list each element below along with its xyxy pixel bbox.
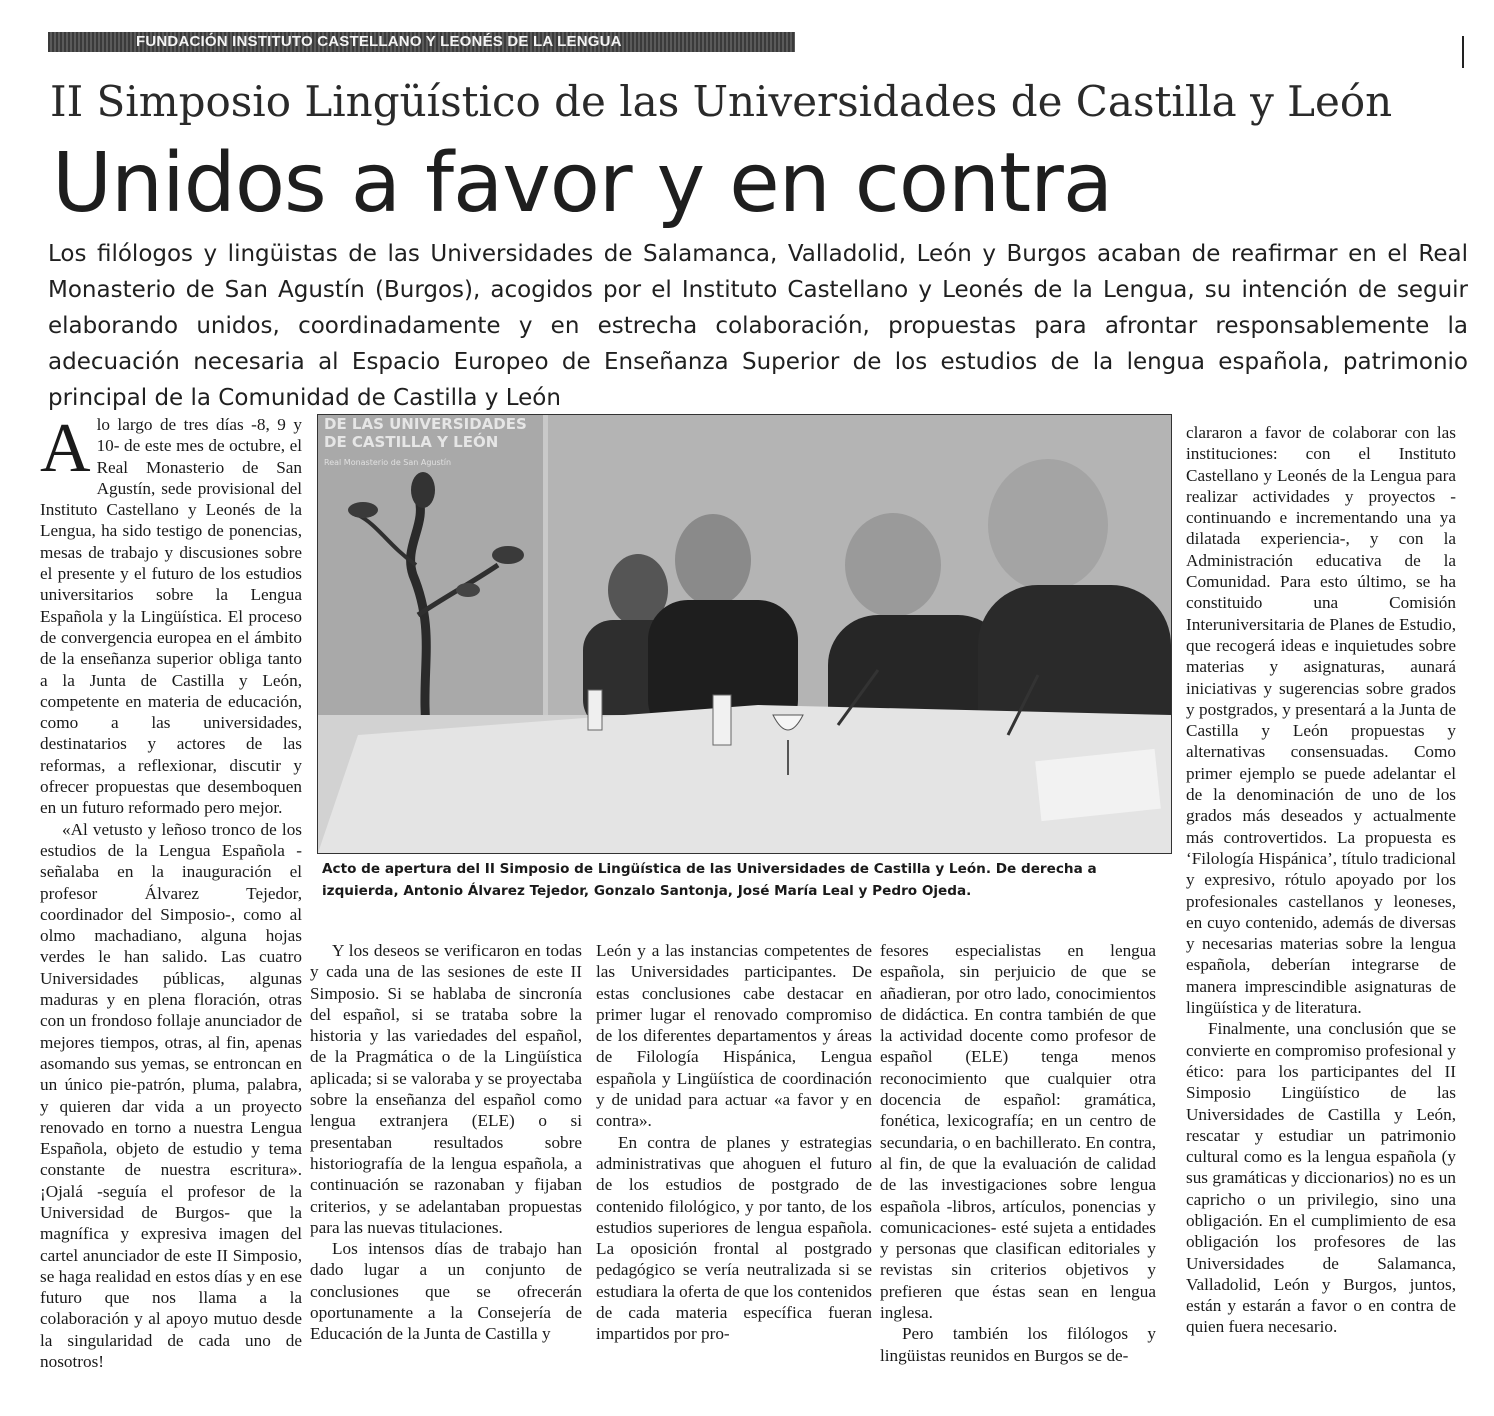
body-column-5 xyxy=(1186,422,1456,1412)
article-headline: Unidos a favor y en contra xyxy=(52,136,1113,231)
article-supertitle: II Simposio Lingüístico de las Universidades de Castilla y León xyxy=(50,77,1393,126)
section-kicker: FUNDACIÓN INSTITUTO CASTELLANO Y LEONÉS DE LA LENGUA xyxy=(48,32,795,52)
body-column-1 xyxy=(40,410,302,1404)
photo-caption: Acto de apertura del II Simposio de Lingüística de las Universidades de Castilla y León. De derecha a izquierda, Antonio Álvarez Tejedor, Gonzalo Santonja, José María Leal y Pedro Ojeda. xyxy=(322,861,1097,899)
poster-line-1: DE LAS UNIVERSIDADES xyxy=(324,415,527,433)
body-column-2 xyxy=(310,940,582,1410)
body-paragraph: León y a las instancias competentes de las Universidades participantes. De estas conclusiones cabe destacar en primer lugar el renovado compromiso de los diferentes departamentos y áreas de Filología Hispánica, Lengua española y Lingüística de coordinación y de unidad para actuar «a favor y en contra». xyxy=(596,941,872,1131)
conference-photo xyxy=(317,414,1172,854)
article-lede: Los filólogos y lingüistas de las Universidades de Salamanca, Valladolid, León y Burgos acaban de reafirmar en el Real Monasterio de San Agustín (Burgos), acogidos por el Instituto Castellano y Leonés de la Lengua, su intención de seguir elaborando unidos, coordinadamente y en estrecha colaboración, propuestas para afrontar responsablemente la adecuación necesaria al Espacio Europeo de Enseñanza Superior de los estudios de la lengua española, patrimonio principal de la Comunidad de Castilla y León xyxy=(48,241,1468,411)
photo-illustration xyxy=(318,415,1171,853)
body-paragraph: Pero también los filólogos y lingüistas reunidos en Burgos se de- xyxy=(880,1324,1156,1365)
body-paragraph: clararon a favor de colaborar con las instituciones: con el Instituto Castellano y Leonés de la Lengua para realizar actividades y proyectos -continuando e incrementando una ya dilatada experiencia-, y con la Administración educativa de la Comunidad. Para esto último, se ha constituido una Comisión Interuniversitaria de Planes de Estudio, que recogerá ideas e inquietudes sobre materias y asignaturas, aunará iniciativas y sugerencias sobre grados y postgrados, y presentará a la Junta de Castilla y León propuestas y alternativas consensuadas. Como primer ejemplo se puede adelantar el de la denominación de uno de los grados más deseados y actualmente más controvertidos. La propuesta es ‘Filología Hispánica’, título tradicional y expresivo, rótulo apoyado por los profesionales castellanos y leoneses, en cuyo contenido, además de diversas y necesarias materias sobre la lengua española, deberían integrarse de manera imprescindible asignaturas de lingüística y de literatura. xyxy=(1186,423,1456,1018)
drop-cap: A xyxy=(40,410,91,487)
body-column-4 xyxy=(880,940,1156,1410)
body-paragraph: En contra de planes y estrategias administrativas que ahoguen el futuro de los estudios de postgrado de contenido filológico, y por tanto, de los estudios superiores de lengua española. La oposición frontal al postgrado pedagógico se vería neutralizada si se estudiara la oferta de que los contenidos de cada materia específica fueran impartidos por pro- xyxy=(596,1132,872,1344)
paragraph-text: lo largo de tres días -8, 9 y 10- de este mes de octubre, el Real Monasterio de San Agustín, sede provisional del Instituto Castellano y Leonés de la Lengua, ha sido testigo de ponencias, mesas de trabajo y discusiones sobre el presente y el futuro de los estudios universitarios sobre la Lengua Española y la Lingüística. El proceso de convergencia europea en el ámbito de la enseñanza superior obliga tanto a la Junta de Castilla y León, competente en materia de educación, como a las universidades, destinatarios y actores de las reformas, a reflexionar, discutir y ofrecer propuestas que desemboquen en un futuro reformado pero mejor. xyxy=(40,415,302,818)
body-column-3 xyxy=(596,940,872,1410)
body-paragraph: fesores especialistas en lengua española, sin perjuicio de que se añadieran, por otro lado, conocimientos de didáctica. En contra también de que la actividad docente como profesor de español (ELE) tenga menos reconocimiento que cualquier otra docencia de español: gramática, fonética, lexicografía; en un centro de secundaria, o en bachillerato. En contra, al fin, de que la evaluación de calidad de las investigaciones sobre lengua española -libros, artículos, ponencias y comunicaciones- esté sujeta a entidades y personas que clasifican editoriales y revistas sin criterios objetivos y prefieren que éstas sean en lengua inglesa. xyxy=(880,941,1156,1323)
poster-line-2: DE CASTILLA Y LEÓN xyxy=(324,433,499,451)
body-paragraph: Y los deseos se verificaron en todas y cada una de las sesiones de este II Simposio. Si se hablaba de sincronía del español, si se trataba sobre la historia y las variedades del español, de la Pragmática o de la Lingüística aplicada; si se valoraba y se proyectaba sobre la enseñanza del español como lengua extranjera (ELE) o si presentaban resultados sobre historiografía de la lengua española, a continuación se razonaban y fijaban criterios, y se adelantaban propuestas para las nuevas titulaciones. xyxy=(310,941,582,1237)
body-paragraph xyxy=(40,410,302,819)
body-paragraph: «Al vetusto y leñoso tronco de los estudios de la Lengua Española -señalaba en la inauguración el profesor Álvarez Tejedor, coordinador del Simposio-, como al olmo machadiano, alguna hojas verdes le han salido. Las cuatro Universidades públicas, algunas maduras y en plena floración, otras con un frondoso follaje anunciador de mejores tiempos, otras, al fin, apenas asomando sus yemas, se entroncan en un único pie-patrón, pluma, palabra, y quieren dar vida a un proyecto renovado en torno a nuestra Lengua Española, objeto de estudio y tema constante de nuestra escritura». ¡Ojalá -seguía el profesor de la Universidad de Burgos- que la magnífica y expresiva imagen del cartel anunciador de este II Simposio, se haga realidad en estos días y en ese futuro que nos llama a la colaboración y al apoyo mutuo desde la singularidad de cada uno de nosotros! xyxy=(40,819,302,1372)
body-paragraph: Finalmente, una conclusión que se convierte en compromiso profesional y ético: para los participantes del II Simposio Lingüístico de las Universidades de Castilla y León, rescatar y estudiar un patrimonio cultural como es la lengua española (y sus gramáticas y diccionarios) no es un capricho o un privilegio, sino una obligación. En el cumplimiento de esa obligación los profesores de las Universidades de Salamanca, Valladolid, León y Burgos, juntos, están y estarán a favor o en contra de quien fuera necesario. xyxy=(1186,1019,1456,1337)
edge-rule xyxy=(1462,36,1484,68)
poster-small-text: Real Monasterio de San Agustín xyxy=(324,458,452,467)
body-paragraph: Los intensos días de trabajo han dado lugar a un conjunto de conclusiones que se ofrecerán oportunamente a la Consejería de Educación de la Junta de Castilla y xyxy=(310,1239,582,1344)
